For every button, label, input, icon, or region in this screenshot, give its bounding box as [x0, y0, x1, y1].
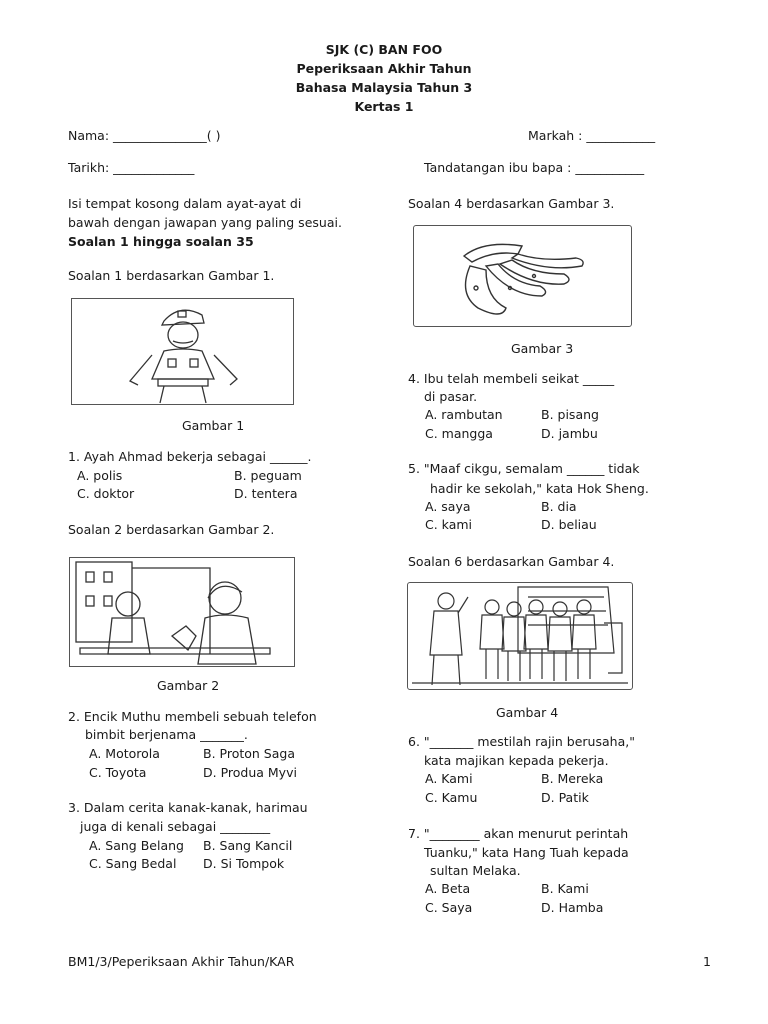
q7-stem-1: 7. "________ akan menurut perintah — [408, 826, 629, 841]
q2-stem-2: bimbit berjenama _______. — [85, 727, 248, 742]
q4-option-c: C. mangga — [425, 426, 493, 441]
gambar2-caption: Gambar 2 — [157, 678, 220, 693]
exam-title: Peperiksaan Akhir Tahun — [296, 61, 472, 76]
q3-stem-2: juga di kenali sebagai ________ — [80, 819, 271, 834]
nama-field: Nama: _______________( ) — [68, 128, 221, 143]
q1-stem: 1. Ayah Ahmad bekerja sebagai ______. — [68, 449, 312, 464]
q1-option-c: C. doktor — [77, 486, 135, 501]
q5-option-d: D. beliau — [541, 517, 597, 532]
q6-option-b: B. Mereka — [541, 771, 604, 786]
q6-stem-2: kata majikan kepada pekerja. — [424, 753, 609, 768]
q3-option-c: C. Sang Bedal — [89, 856, 177, 871]
tarikh-field: Tarikh: _____________ — [68, 160, 195, 175]
q5-option-a: A. saya — [425, 499, 471, 514]
q2-stem-1: 2. Encik Muthu membeli sebuah telefon — [68, 709, 317, 724]
policeman-illustration — [72, 299, 293, 404]
gambar2-picture — [69, 557, 295, 667]
q6-stem-1: 6. "_______ mestilah rajin berusaha," — [408, 734, 635, 749]
q7-option-d: D. Hamba — [541, 900, 604, 915]
markah-field: Markah : ___________ — [528, 128, 656, 143]
q2-option-a: A. Motorola — [89, 746, 160, 761]
q5-stem-1: 5. "Maaf cikgu, semalam ______ tidak — [408, 461, 640, 476]
gambar4-caption: Gambar 4 — [496, 705, 559, 720]
q3-option-a: A. Sang Belang — [89, 838, 184, 853]
q7-option-b: B. Kami — [541, 881, 589, 896]
q2-option-b: B. Proton Saga — [203, 746, 295, 761]
tandatangan-field: Tandatangan ibu bapa : ___________ — [424, 160, 645, 175]
gambar2-intro: Soalan 2 berdasarkan Gambar 2. — [68, 522, 275, 537]
paper-title: Kertas 1 — [354, 99, 414, 114]
phone-shop-illustration — [70, 558, 294, 666]
instruction-line-1: Isi tempat kosong dalam ayat-ayat di — [68, 196, 302, 211]
gambar1-picture — [71, 298, 294, 405]
gambar1-caption: Gambar 1 — [182, 418, 245, 433]
q4-option-b: B. pisang — [541, 407, 599, 422]
q4-stem-1: 4. Ibu telah membeli seikat _____ — [408, 371, 615, 386]
q1-option-a: A. polis — [77, 468, 123, 483]
q1-option-b: B. peguam — [234, 468, 302, 483]
gambar1-intro: Soalan 1 berdasarkan Gambar 1. — [68, 268, 275, 283]
q2-option-c: C. Toyota — [89, 765, 147, 780]
q5-stem-2: hadir ke sekolah," kata Hok Sheng. — [430, 481, 649, 496]
q6-option-c: C. Kamu — [425, 790, 478, 805]
q3-option-d: D. Si Tompok — [203, 856, 285, 871]
gambar4-intro: Soalan 6 berdasarkan Gambar 4. — [408, 554, 615, 569]
q4-option-a: A. rambutan — [425, 407, 503, 422]
footer-code: BM1/3/Peperiksaan Akhir Tahun/KAR — [68, 954, 295, 969]
q7-option-a: A. Beta — [425, 881, 471, 896]
gambar3-picture — [413, 225, 632, 327]
q6-option-d: D. Patik — [541, 790, 589, 805]
gambar3-intro: Soalan 4 berdasarkan Gambar 3. — [408, 196, 615, 211]
instruction-line-2: bawah dengan jawapan yang paling sesuai. — [68, 215, 342, 230]
q3-option-b: B. Sang Kancil — [203, 838, 293, 853]
q7-option-c: C. Saya — [425, 900, 473, 915]
q2-option-d: D. Produa Myvi — [203, 765, 297, 780]
page-number: 1 — [703, 954, 711, 969]
q3-stem-1: 3. Dalam cerita kanak-kanak, harimau — [68, 800, 308, 815]
q7-stem-2: Tuanku," kata Hang Tuah kepada — [424, 845, 629, 860]
workers-group-illustration — [408, 583, 632, 689]
q4-stem-2: di pasar. — [424, 389, 478, 404]
q1-option-d: D. tentera — [234, 486, 298, 501]
q6-option-a: A. Kami — [425, 771, 473, 786]
subject-title: Bahasa Malaysia Tahun 3 — [295, 80, 473, 95]
banana-bunch-illustration — [414, 226, 631, 326]
q5-option-b: B. dia — [541, 499, 577, 514]
gambar4-picture — [407, 582, 633, 690]
school-name: SJK (C) BAN FOO — [325, 42, 443, 57]
q7-stem-3: sultan Melaka. — [430, 863, 521, 878]
q5-option-c: C. kami — [425, 517, 473, 532]
instruction-range: Soalan 1 hingga soalan 35 — [68, 234, 254, 249]
q4-option-d: D. jambu — [541, 426, 598, 441]
gambar3-caption: Gambar 3 — [511, 341, 574, 356]
